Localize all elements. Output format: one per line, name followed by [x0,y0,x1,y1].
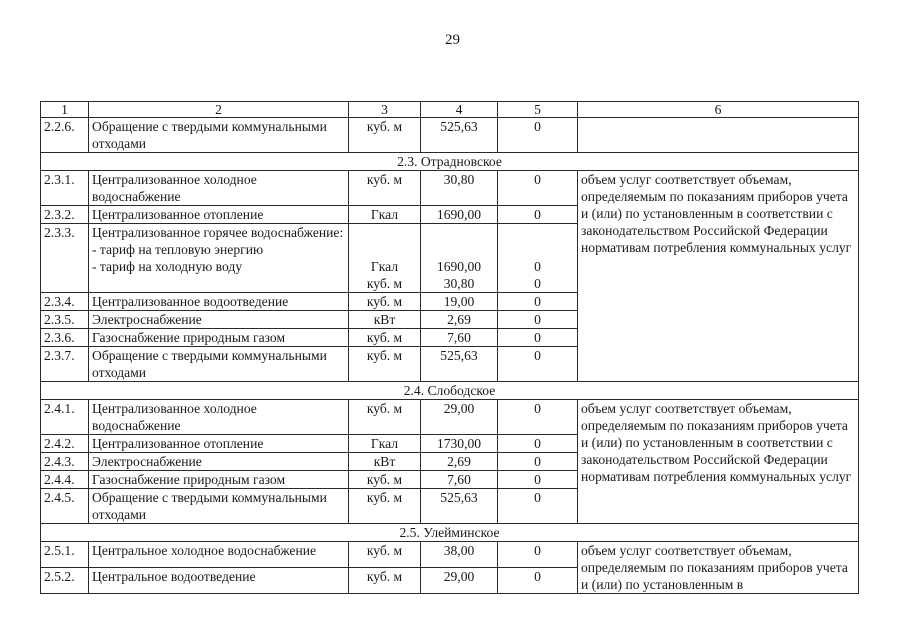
row-name: Централизованное холодное водоснабжение [89,171,349,206]
row-col5: 0 [498,347,578,382]
row-unit: куб. м [349,347,421,382]
row-unit: куб. м [349,542,421,568]
row-code: 2.3.1. [41,171,89,206]
row-code: 2.5.1. [41,542,89,568]
header-cell: 6 [578,102,859,118]
row-value: 1730,00 [421,435,498,453]
row-code: 2.3.2. [41,206,89,224]
tariff-table [40,101,859,594]
row-name: Электроснабжение [89,453,349,471]
row-code: 2.4.4. [41,471,89,489]
row-code: 2.2.6. [41,118,89,153]
row-value: 525,63 [421,489,498,524]
row-col5: 0 [498,171,578,206]
section-title: 2.3. Отрадновское [41,153,859,171]
row-value: 2,69 [421,311,498,329]
row-note: объем услуг соответствует объемам, определяемым по показаниям приборов учета и (или) по установленным в [578,542,859,594]
row-value: 1690,00 [436,259,482,274]
row-code: 2.3.3. [41,224,89,293]
header-cell: 5 [498,102,578,118]
row-name: Центральное водоотведение [89,568,349,594]
row-col5: 0 [498,471,578,489]
row-name: Газоснабжение природным газом [89,471,349,489]
row-note-empty [578,118,859,153]
row-col5: 0 [498,311,578,329]
row-value: 19,00 [421,293,498,311]
row-value: 525,63 [421,347,498,382]
row-value-multi [421,224,498,293]
row-unit: кВт [349,453,421,471]
row-name: Центральное холодное водоснабжение [89,542,349,568]
row-unit: куб. м [349,400,421,435]
row-unit: куб. м [349,118,421,153]
row-unit: куб. м [349,329,421,347]
row-col5: 0 [498,435,578,453]
row-name-multi [89,224,349,293]
row-code: 2.5.2. [41,568,89,594]
row-name: Обращение с твердыми коммунальными отходами [89,347,349,382]
row-subitem: - тариф на тепловую энергию [92,242,264,257]
row-value: 30,80 [443,276,475,291]
row-col5: 0 [498,568,578,594]
row-col5: 0 [534,259,541,274]
row-unit: Гкал [349,435,421,453]
row-col5: 0 [498,329,578,347]
row-col5: 0 [498,400,578,435]
row-value: 1690,00 [421,206,498,224]
row-unit: куб. м [366,276,403,291]
row-col5: 0 [534,276,541,291]
row-col5: 0 [498,489,578,524]
page-number: 29 [445,32,460,48]
header-cell: 3 [349,102,421,118]
header-cell: 4 [421,102,498,118]
section-row [41,524,859,542]
row-value: 7,60 [421,471,498,489]
row-name: Централизованное горячее водоснабжение: [92,225,344,240]
row-unit: Гкал [349,206,421,224]
table-row [41,118,859,153]
row-code: 2.3.7. [41,347,89,382]
row-value: 525,63 [421,118,498,153]
row-col5: 0 [498,542,578,568]
table-row [41,542,859,568]
row-unit: куб. м [349,568,421,594]
row-name: Электроснабжение [89,311,349,329]
header-cell: 2 [89,102,349,118]
row-note: объем услуг соответствует объемам, определяемым по показаниям приборов учета и (или) по установленным в соответствии с законодательством Российской Федерации нормативам потребления коммунальных услуг [578,171,859,382]
row-note: объем услуг соответствует объемам, определяемым по показаниям приборов учета и (или) по установленным в соответствии с законодательством Российской Федерации нормативам потребления коммунальных услуг [578,400,859,524]
row-unit: куб. м [349,171,421,206]
row-name: Централизованное холодное водоснабжение [89,400,349,435]
row-unit-multi [349,224,421,293]
row-name: Централизованное водоотведение [89,293,349,311]
row-code: 2.4.3. [41,453,89,471]
row-value: 29,00 [421,400,498,435]
row-value: 38,00 [421,542,498,568]
row-unit: кВт [349,311,421,329]
row-unit: Гкал [370,259,399,274]
row-name: Газоснабжение природным газом [89,329,349,347]
row-code: 2.3.6. [41,329,89,347]
row-value: 2,69 [421,453,498,471]
row-col5: 0 [498,293,578,311]
row-unit: куб. м [349,293,421,311]
row-col5: 0 [498,206,578,224]
row-name: Обращение с твердыми коммунальными отходами [89,118,349,153]
row-value: 7,60 [421,329,498,347]
row-unit: куб. м [349,489,421,524]
row-unit: куб. м [349,471,421,489]
section-title: 2.5. Улейминское [41,524,859,542]
row-code: 2.4.2. [41,435,89,453]
row-col5-multi [498,224,578,293]
row-name: Обращение с твердыми коммунальными отходами [89,489,349,524]
section-row [41,153,859,171]
row-subitem: - тариф на холодную воду [92,259,243,274]
row-code: 2.3.4. [41,293,89,311]
row-value: 29,00 [421,568,498,594]
table-row [41,400,859,435]
row-value: 30,80 [421,171,498,206]
table-row [41,171,859,206]
row-code: 2.4.1. [41,400,89,435]
row-name: Централизованное отопление [89,435,349,453]
row-name: Централизованное отопление [89,206,349,224]
header-cell: 1 [41,102,89,118]
row-code: 2.3.5. [41,311,89,329]
row-col5: 0 [498,453,578,471]
row-col5: 0 [498,118,578,153]
table-header-row [41,102,859,118]
section-title: 2.4. Слободское [41,382,859,400]
section-row [41,382,859,400]
row-code: 2.4.5. [41,489,89,524]
